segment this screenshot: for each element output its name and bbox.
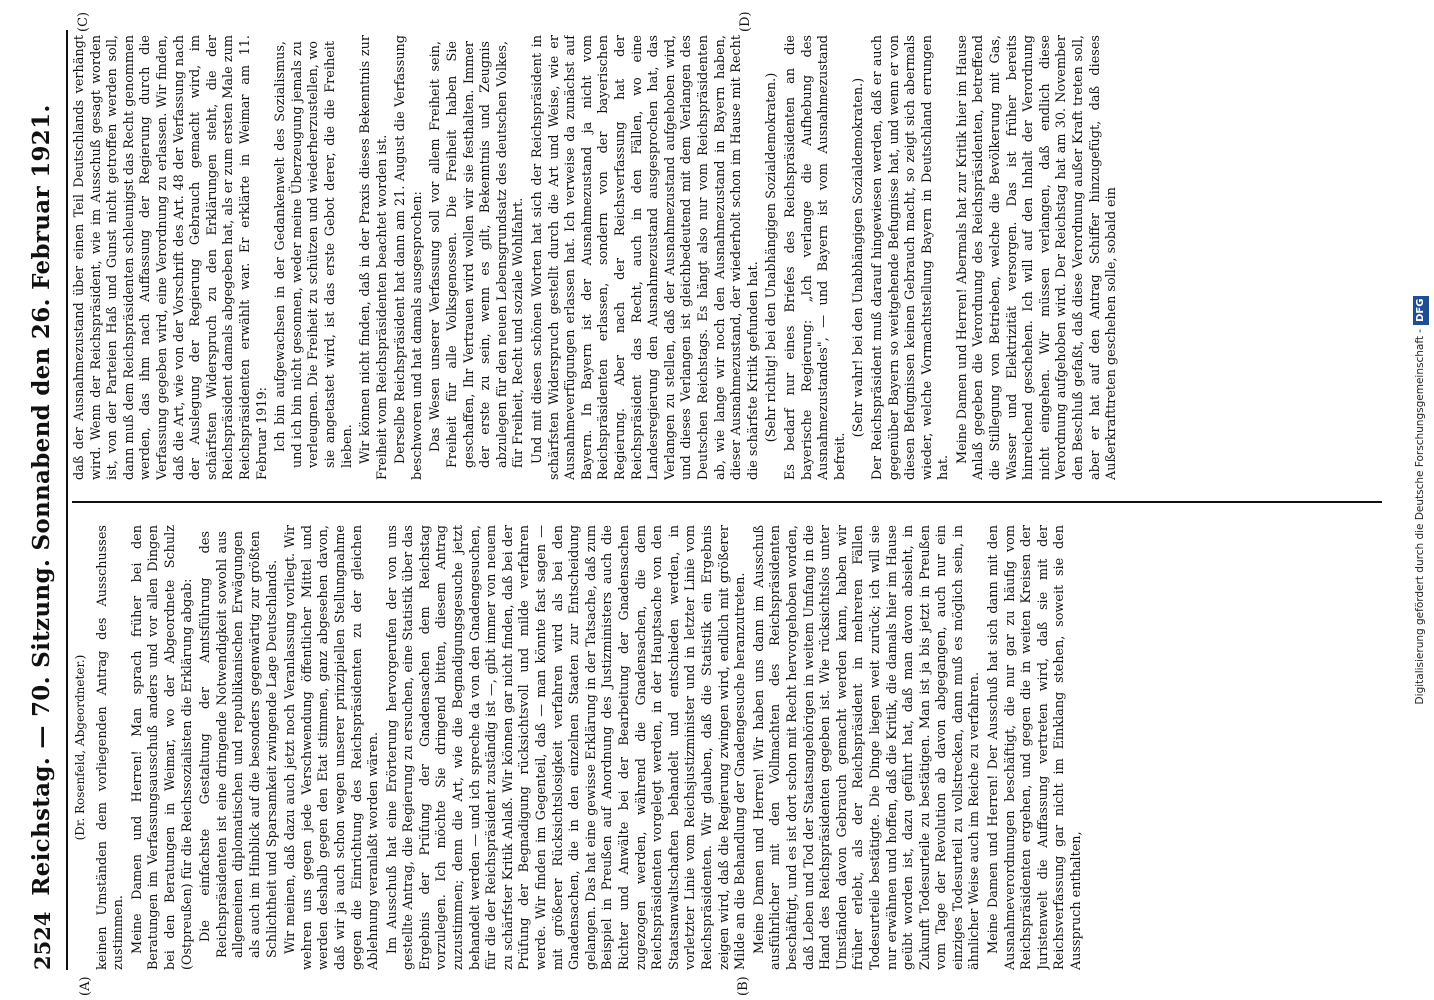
paragraph: Und mit diesen schönen Worten hat sich der Reichspräsident in schärfsten Widerspruch gestellt durch die Art und Weise, wie er Ausnahmeverfügungen erlassen hat. Ich verweise da zunächst auf Bayern. In Bayern ist der Ausnahmezustand ja nicht vom Reichspräsidenten erlassen, sondern von der bayerischen Regierung. Aber nach der Reichsverfassung hat der Reichspräsident das Recht, auch in den Fällen, wo eine Landesregierung den Ausnahmezustand ausgesprochen hat, das Verlangen zu stellen, daß der Ausnahmezustand aufgehoben wird, und dieses Verlangen ist gleichbedeutend mit dem Verlangen des Deutschen Reichstags. Es hängt also nur vom Reichspräsidenten ab, wie lange wir noch den Ausnahmezustand in Bayern haben, dieser Ausnahmezustand, der wiederholt schon im Hause mit Recht die schärfste Kritik gefunden hat. xyxy=(530,35,761,480)
credit-text: Digitalisierung gefördert durch die Deutsche Forschungsgemeinschaft - xyxy=(1414,328,1426,705)
paragraph: daß der Ausnahmezustand über einen Teil Deutschlands verhängt wird. Wenn der Reichspräsident, wie im Ausschuß gesagt worden ist, von der Parteien Haß und Gunst nicht getroffen werden soll, dann muß dem Reichspräsidenten schleunigst das Recht genommen werden, das ihm nach Auffassung der Regierung durch die Verfassung gegeben wird, eine Verordnung zu erlassen. Wir finden, daß die Art, wie von der Vorschrift des Art. 48 der Verfassung nach der Auslegung der Regierung Gebrauch gemacht wird, im schärfsten Widerspruch zu den Erklärungen steht, die der Reichspräsident damals abgegeben hat, als er zum ersten Male zum Reichspräsidenten erwählt war. Er erklärte in Weimar am 11. Februar 1919: xyxy=(72,35,270,480)
interjection: (Sehr richtig! bei den Unabhängigen Sozialdemokraten.) xyxy=(764,72,780,443)
running-title: Reichstag. — 70. Sitzung. Sonnabend den 26. Februar 1921. xyxy=(28,104,55,896)
quotation: Ich bin aufgewachsen in der Gedankenwelt des Sozialismus, und ich bin nicht gesonnen, weder meine Überzeugung jemals zu verleugnen. Die Freiheit zu schützen und wiederherzustellen, wo sie angetastet wird, ist das erste Gebot derer, die die Freiheit lieben. xyxy=(273,41,355,468)
paragraph: Meine Damen und Herren! Wir haben uns dann im Ausschuß ausführlicher mit den Vollmachten des Reichspräsidenten beschäftigt, und es ist dort schon mit Recht hervorgehoben worden, daß Leben und Tod der Staatsangehörigen in weitem Umfang in die Hand des Reichspräsidenten gegeben ist. Wie rücksichtslos unter Umständen davon Gebrauch gemacht werden kann, haben wir früher erlebt, als der Reichspräsident in mehreren Fällen Todesurteile bestätigte. Die Dinge liegen weit zurück; ich will sie nur erwähnen und hoffen, daß die Kritik, die damals hier im Hause geübt worden ist, dazu geführt hat, daß man davon absieht, in Zukunft Todesurteile zu bestätigen. Man ist ja bis jetzt in Preußen vom Tage der Revolution ab davon abgegangen, auch nur ein einziges Todesurteil zu vollstrecken, dann muß es möglich sein, in ähnlicher Weise auch im Reiche zu verfahren. xyxy=(751,525,983,970)
paragraph: Meine Damen und Herren! Man sprach früher bei den Beratungen im Verfassungsausschuß anders und vor allen Dingen bei den Beratungen in Weimar, wo der Abgeordnete Schulz (Ostpreußen) für die Reichssozialisten die Erklärung abgab: xyxy=(129,525,195,970)
page-header xyxy=(22,30,68,970)
quotation: Die einfachste Gestaltung der Amtsführung des Reichspräsidenten ist eine dringende Notwendigkeit sowohl aus allgemeinen diplomatischen und republikanischen Erwägungen als auch im Hinblick auf die besonders gegenwärtig zur größten Schlichtheit und Sparsamkeit zwingende Lage Deutschlands. xyxy=(198,531,280,958)
paragraph: keinen Umständen dem vorliegenden Antrag des Ausschusses zustimmen. xyxy=(94,525,127,970)
quotation: Das Wesen unserer Verfassung soll vor allem Freiheit sein, Freiheit für alle Volksgenossen. Die Freiheit haben Sie geschaffen, Ihr Vertrauen wird wollen wir sie festhalten. Immer der erste zu sein, wenn es gilt, Bekenntnis und Zeugnis abzulegen für den neuen Lebensgrundsatz des deutschen Volkes, für Freiheit, Recht und soziale Wohlfahrt. xyxy=(428,41,527,468)
speaker-line: (Dr. Rosenfeld, Abgeordneter.) xyxy=(73,654,87,841)
document-page xyxy=(16,0,1396,1000)
margin-marker-b: (B) xyxy=(736,976,751,996)
margin-marker-d: (D) xyxy=(738,11,753,32)
paragraph: Der Reichspräsident muß darauf hingewiesen werden, daß er auch gegenüber Bayern so weitgehende Befugnisse hat, und wenn er von diesen Befugnissen keinen Gebrauch macht, so zeigt sich abermals wieder, welche Vormachtstellung Bayern in Deutschland errungen hat. xyxy=(869,35,952,480)
margin-marker-c: (C) xyxy=(76,11,91,32)
margin-marker-a: (A) xyxy=(78,976,93,996)
paragraph: Meine Damen und Herren! Abermals hat zur Kritik hier im Hause Anlaß gegeben die Verordnung des Reichspräsidenten, betreffend die Stillegung von Betrieben, welche die Bevölkerung mit Gas, Wasser und Elektrizität versorgen. Das ist früher bereits hinreichend geschehen. Ich will auf den Inhalt der Verordnung nicht eingehen. Wir müssen verlangen, daß endlich diese Verordnung aufgehoben wird. Der Reichstag hat am 30. November den Beschluß gefaßt, daß diese Verordnung außer Kraft treten soll, aber er hat auf den Antrag Schiffer hinzugefügt, daß dieses Außerkrafttreten geschehen solle, sobald ein xyxy=(954,35,1120,480)
digitization-credit xyxy=(1412,10,1428,990)
paragraph: Wir meinen, daß dazu auch jetzt noch Veranlassung vorliegt. Wir wehren uns gegen jede Verschwendung öffentlicher Mittel und werden deshalb gegen den Etat stimmen, ganz abgesehen davon, daß wir ja auch schon wegen unserer prinzipiellen Stellungnahme gegen die Einrichtung des Reichspräsidenten zu der gleichen Ablehnung veranlaßt worden wären. xyxy=(283,525,382,970)
paragraph: Meine Damen und Herren! Der Ausschuß hat sich dann mit den Ausnahmeverordnungen beschäftigt, die nur gar zu häufig vom Reichspräsidenten ergehen, und gegen die in weiten Kreisen der Juristenwelt die Auffassung vertreten wird, daß sie mit der Reichsverfassung gar nicht im Einklang stehen, soweit sie den Ausspruch enthalten, xyxy=(986,525,1085,970)
paragraph: Es bedarf nur eines Briefes des Reichspräsidenten an die bayerische Regierung: „Ich verlange die Aufhebung des Ausnahmezustandes", — und Bayern ist vom Ausnahmezustand befreit. xyxy=(782,35,848,480)
paragraph: Derselbe Reichspräsident hat dann am 21. August die Verfassung beschworen und hat damals ausgesprochen: xyxy=(393,35,425,480)
paragraph: Wir können nicht finden, daß in der Praxis dieses Bekenntnis zur Freiheit vom Reichspräsidenten beachtet worden ist. xyxy=(358,35,390,480)
dfg-logo: DFG xyxy=(1413,296,1429,325)
interjection: (Sehr wahr! bei den Unabhängigen Sozialdemokraten.) xyxy=(851,77,867,438)
left-column xyxy=(72,525,1382,970)
page-number: 2524 xyxy=(30,911,55,970)
column-divider xyxy=(72,501,1382,503)
paragraph: Im Ausschuß hat eine Erörterung hervorgerufen der von uns gestellte Antrag, die Regierung zu ersuchen, eine Statistik über das Ergebnis der Prüfung der Gnadensachen dem Reichstag vorzulegen. Ich möchte Sie dringend bitten, diesem Antrag zuzustimmen; denn die Art, wie die Begnadigungsgesuche jetzt behandelt werden — und ich spreche da von den Gnadengesuchen, für die der Reichspräsident zuständig ist —, gibt immer von neuem zu schärfster Kritik Anlaß. Wir können gar nicht finden, daß bei der Prüfung der Begnadigung rücksichtsvoll und milde verfahren werde. Wir finden im Gegenteil, daß — man könnte fast sagen — mit größerer Rücksichtslosigkeit verfahren wird als bei den Gnadensachen, die in den einzelnen Staaten zur Entscheidung gelangen. Das hat eine gewisse Erklärung in der Tatsache, daß zum Beispiel in Preußen auf Anordnung des Justizministers auch die Richter und Anwälte bei der Bearbeitung der Gnadensachen zugezogen werden, während die Gnadensachen, die dem Reichspräsidenten vorgelegt werden, in der Hauptsache von den Staatsanwaltschaften behandelt und entschieden werden, in vorletzter Linie vom Reichsjustizminister und in letzter Linie vom Reichspräsidenten. Wir glauben, daß die Statistik ein Ergebnis zeigen wird, daß die Regierung zwingen wird, endlich mit größerer Milde an die Behandlung der Gnadengesuche heranzutreten. xyxy=(384,525,749,970)
right-column xyxy=(72,35,1382,480)
